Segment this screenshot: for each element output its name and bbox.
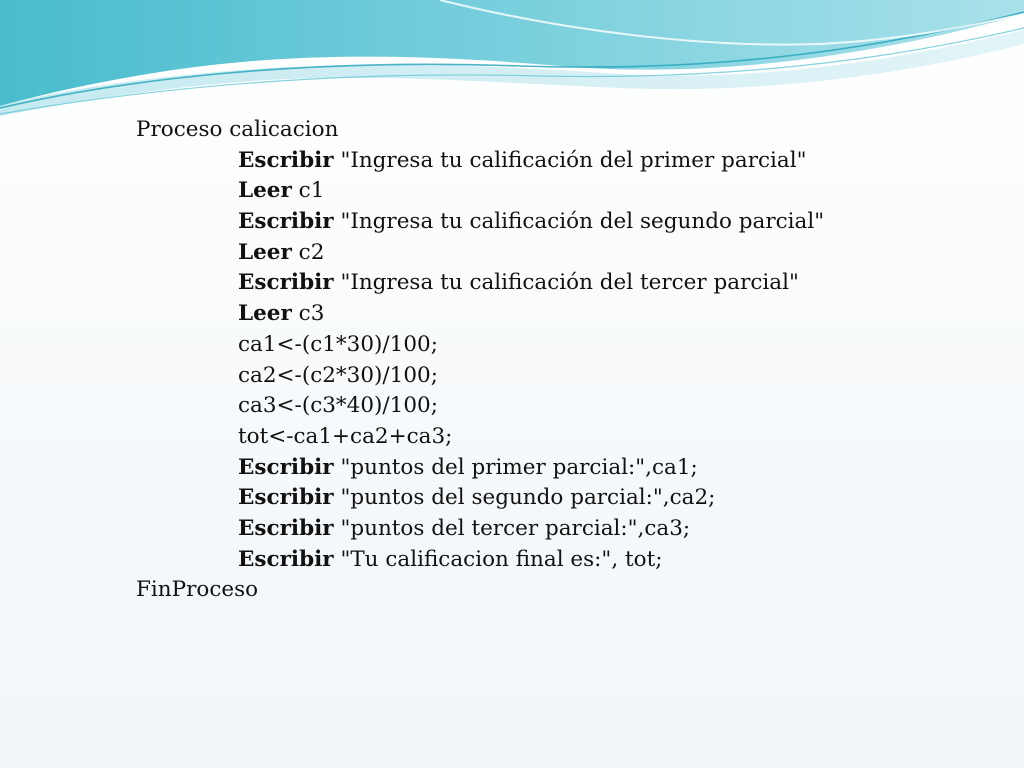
code-line: [136, 422, 896, 453]
process-header-line: Proceso calicacion: [136, 117, 339, 142]
code-line: [136, 299, 896, 330]
code-line: [136, 453, 896, 484]
code-line: [136, 146, 896, 177]
code-text: tot<-ca1+ca2+ca3;: [238, 423, 453, 449]
code-text: "Tu calificacion final es:", tot;: [333, 546, 663, 572]
code-text: c3: [291, 301, 325, 327]
keyword: Leer: [238, 178, 292, 204]
keyword: Leer: [238, 239, 292, 265]
pseudocode-block: [136, 115, 896, 606]
keyword: Escribir: [238, 147, 334, 173]
code-text: ca2<-(c2*30)/100;: [238, 362, 438, 388]
code-text: "Ingresa tu calificación del primer parcial": [333, 147, 807, 173]
keyword: Leer: [238, 301, 292, 327]
process-footer-line: FinProceso: [136, 577, 259, 603]
code-line: [136, 176, 896, 207]
code-text: "puntos del primer parcial:",ca1;: [333, 454, 698, 480]
code-line: [136, 361, 896, 392]
keyword: Escribir: [238, 485, 334, 511]
keyword: Escribir: [238, 209, 334, 235]
code-line: [136, 330, 896, 361]
keyword: Escribir: [238, 546, 334, 572]
code-text: "puntos del tercer parcial:",ca3;: [333, 515, 691, 541]
keyword: Escribir: [238, 454, 334, 480]
code-text: "puntos del segundo parcial:",ca2;: [333, 485, 716, 511]
code-line: [136, 268, 896, 299]
code-text: "Ingresa tu calificación del segundo parcial": [333, 209, 825, 235]
code-line: [136, 391, 896, 422]
code-text: "Ingresa tu calificación del tercer parcial": [333, 270, 799, 296]
code-line: [136, 514, 896, 545]
code-line: [136, 207, 896, 238]
decorative-wave-header: [0, 0, 1024, 130]
code-line: [136, 483, 896, 514]
code-text: c1: [291, 178, 325, 204]
code-text: ca1<-(c1*30)/100;: [238, 331, 438, 357]
keyword: Escribir: [238, 515, 334, 541]
code-text: ca3<-(c3*40)/100;: [238, 393, 438, 419]
code-line: [136, 238, 896, 269]
code-text: c2: [291, 239, 325, 265]
code-line: [136, 545, 896, 576]
keyword: Escribir: [238, 270, 334, 296]
